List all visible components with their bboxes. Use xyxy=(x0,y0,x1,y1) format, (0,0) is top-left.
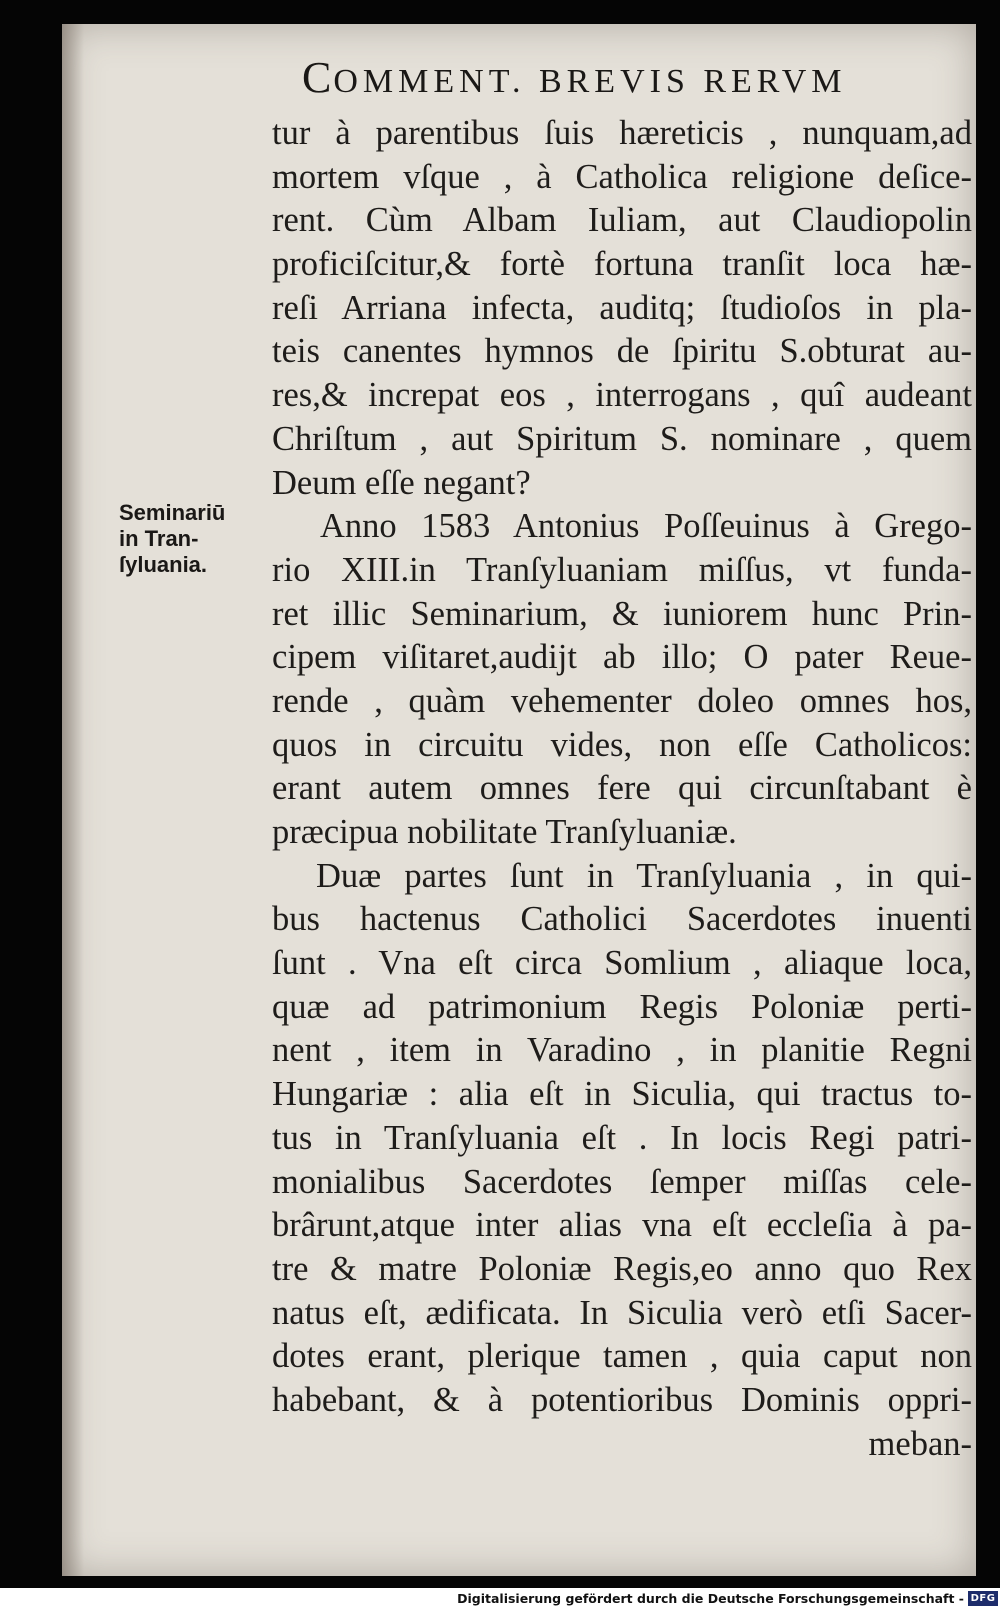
text-line: erant autem omnes fere qui circunſtabant è xyxy=(272,769,972,808)
text-line: nent , item in Varadino , in planitie Regni xyxy=(272,1031,972,1070)
text-line: proficiſcitur,& fortè fortuna tranſit loca hæ- xyxy=(272,245,972,284)
text-line: tus in Tranſyluania eſt . In locis Regi patri- xyxy=(272,1118,972,1157)
text-line: cipem viſitaret,audijt ab illo; O pater Reue- xyxy=(272,638,972,677)
text-line: dotes erant, plerique tamen , quia caput non xyxy=(272,1337,972,1376)
running-header xyxy=(302,52,902,100)
margin-note-line: Seminariū xyxy=(119,500,226,525)
text-line: reſi Arriana infecta, auditq; ſtudioſos in pla- xyxy=(272,288,972,327)
text-line: Hungariæ : alia eſt in Siculia, qui tractus to- xyxy=(272,1075,972,1114)
text-line: Anno 1583 Antonius Poſſeuinus à Grego- xyxy=(320,507,972,546)
text-line: Duæ partes ſunt in Tranſyluania , in qui- xyxy=(316,856,972,895)
text-line: ret illic Seminarium, & iuniorem hunc Prin- xyxy=(272,594,972,633)
text-line: natus eſt, ædificata. In Siculia verò etſi Sacer- xyxy=(272,1293,972,1332)
footer-credit: Digitalisierung gefördert durch die Deutsche Forschungsgemeinschaft - xyxy=(457,1591,964,1606)
text-line: quæ ad patrimonium Regis Poloniæ perti- xyxy=(272,987,972,1026)
text-line: tur à parentibus ſuis hæreticis , nunquam,ad xyxy=(272,114,972,152)
margin-note-line: in Tran- xyxy=(119,526,199,551)
header-title: OMMENT. BREVIS RERVM xyxy=(333,63,847,100)
dfg-logo-icon: DFG xyxy=(968,1591,998,1606)
margin-note xyxy=(119,500,269,578)
text-line: brârunt,atque inter alias vna eſt eccleſia à pa- xyxy=(272,1206,972,1245)
text-line: rio XIII.in Tranſyluaniam miſſus, vt funda- xyxy=(272,550,972,589)
digitization-footer xyxy=(0,1588,1000,1611)
text-line: res,& increpat eos , interrogans , quî audeant xyxy=(272,376,972,415)
text-line: rende , quàm vehementer doleo omnes hos, xyxy=(272,681,972,720)
text-line: quos in circuitu vides, non eſſe Catholicos: xyxy=(272,725,972,764)
catchword: meban- xyxy=(868,1424,972,1463)
margin-note-line: ſyluania. xyxy=(119,552,208,577)
text-line: habebant, & à potentioribus Dominis oppri- xyxy=(272,1380,972,1419)
text-line: mortem vſque , à Catholica religione deſice- xyxy=(272,157,972,196)
text-line: monialibus Sacerdotes ſemper miſſas cele- xyxy=(272,1162,972,1201)
text-line: ſunt . Vna eſt circa Somlium , aliaque loca, xyxy=(272,944,972,983)
text-line: præcipua nobilitate Tranſyluaniæ. xyxy=(272,813,737,851)
text-line: tre & matre Poloniæ Regis,eo anno quo Rex xyxy=(272,1249,972,1288)
text-line: bus hactenus Catholici Sacerdotes inuenti xyxy=(272,900,972,939)
text-line: Chriſtum , aut Spiritum S. nominare , quem xyxy=(272,419,972,458)
body-text xyxy=(272,112,972,1466)
text-line: Deum eſſe negant? xyxy=(272,463,531,502)
text-line: teis canentes hymnos de ſpiritu S.obturat au- xyxy=(272,332,972,371)
header-initial: C xyxy=(302,53,334,102)
text-line: rent. Cùm Albam Iuliam, aut Claudiopolin xyxy=(272,201,972,240)
